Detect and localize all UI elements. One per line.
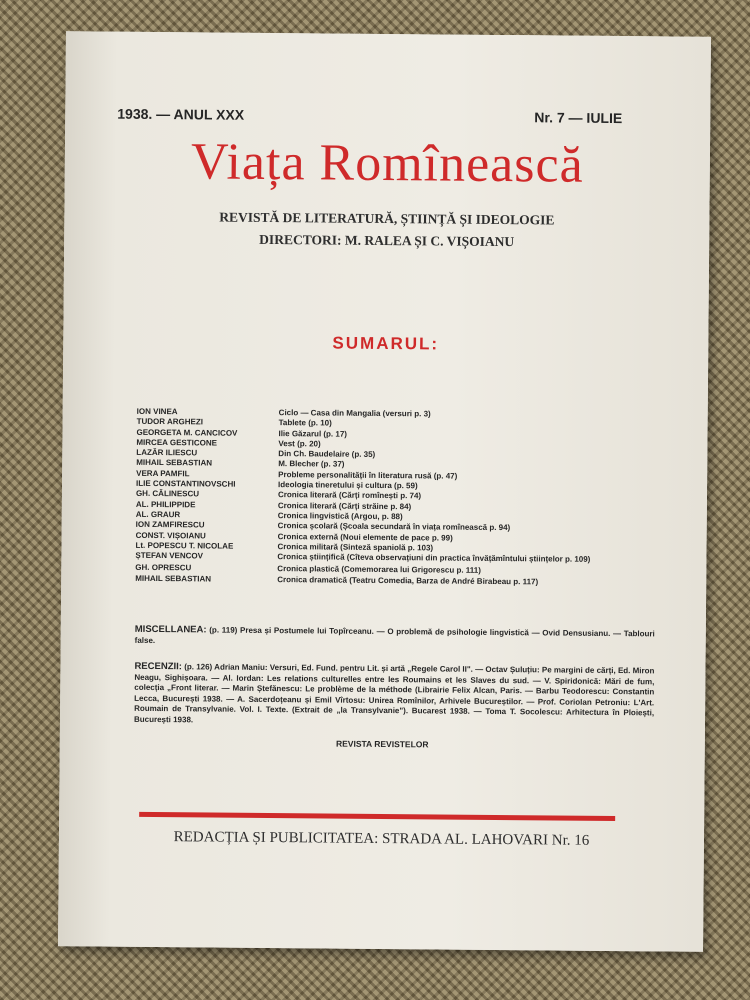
toc-author: Lt. POPESCU T. NICOLAE (135, 540, 234, 551)
toc-work: Ideologia tineretului și cultura (p. 59) (278, 480, 418, 491)
toc-work: Vest (p. 20) (278, 438, 321, 449)
toc-author: ȘTEFAN VENCOV (135, 550, 204, 561)
magazine-directors: DIRECTORI: M. RALEA ȘI C. VIȘOIANU (259, 231, 515, 250)
toc-author: ILIE CONSTANTINOVSCHI (136, 478, 236, 489)
recenzii-label: RECENZII: (134, 660, 183, 673)
toc-work: Din Ch. Baudelaire (p. 35) (278, 449, 376, 460)
toc-author: MIHAIL SEBASTIAN (135, 573, 212, 584)
toc-work: Cronica dramatică (Teatru Comedia, Barza de André Birabeau p. 117) (277, 574, 539, 587)
toc-author: ION VINEA (136, 406, 178, 417)
toc-work: Cronica lingvistică (Argou, p. 88) (277, 511, 403, 522)
toc-author: GH. OPRESCU (135, 563, 192, 573)
red-divider (139, 812, 615, 821)
toc-author: GH. CĂLINESCU (135, 489, 200, 499)
toc-work: Cronica literară (Cărți străine p. 84) (277, 500, 412, 511)
toc-author: AL. PHILIPPIDE (135, 499, 196, 510)
toc-work: Tablete (p. 10) (278, 418, 332, 428)
miscellanea-section (135, 625, 655, 651)
magazine-subtitle: REVISTĂ DE LITERATURĂ, ȘTIINȚĂ ȘI IDEOLOGIE (219, 209, 555, 228)
toc-work: Cronica științifică (Cîteva observațiuni din practica învățămîntului științelor p. 109) (277, 552, 591, 564)
footer-address: REDACȚIA ȘI PUBLICITATEA: STRADA AL. LAHOVARI Nr. 16 (173, 829, 590, 849)
toc-work: Ilie Găzarul (p. 17) (278, 428, 348, 439)
recenzii-section (134, 662, 655, 730)
toc-work: Cronica școlară (Școala secundară în viața romînească p. 94) (277, 521, 511, 533)
revista-revistelor: REVISTA REVISTELOR (335, 738, 429, 750)
magazine-title: Viața Romînească (190, 133, 584, 194)
toc-author: VERA PAMFIL (136, 468, 190, 479)
summary-heading: SUMARUL: (332, 333, 440, 354)
toc-work: Cronica plastică (Comemorarea lui Grigorescu p. 111) (277, 564, 481, 576)
toc-work: Cronica externă (Noui elemente de pace p. 99) (277, 531, 453, 543)
toc-work: Probleme personalității în literatura rusă (p. 47) (278, 469, 458, 481)
issue-year: 1938. — ANUL XXX (117, 105, 245, 123)
toc-work: Cronica militară (Sinteză spaniolă p. 103) (277, 541, 434, 553)
miscellanea-text: (p. 119) Presa și Postumele lui Topîrceanu. — O problemă de psihologie lingvistică — Ovid Densusianu. — Tablouri false. (134, 625, 655, 645)
miscellanea-label: MISCELLANEA: (134, 623, 207, 636)
toc-author: CONST. VIȘOIANU (135, 530, 206, 541)
toc-author: ION ZAMFIRESCU (135, 520, 205, 530)
toc-author: MIHAIL SEBASTIAN (136, 458, 213, 468)
toc-author: TUDOR ARGHEZI (136, 417, 204, 427)
toc-work: M. Blecher (p. 37) (278, 459, 345, 470)
toc-author: GEORGETA M. CANCICOV (136, 427, 238, 438)
recenzii-text: (p. 126) Adrian Maniu: Versuri, Ed. Fund. pentru Lit. și artă „Regele Carol II". — Octav Șuluțiu: Pe margini de cărți, Ed. Miron Neagu, Sighișoara. — Al. Iordan: Les relations culturelles entre les Roumains et les Slaves du sud. — V. Spiridonică: Mări de fum, colecția „Front literar. — Marin Ștefănescu: Le problème de la méthode (Librairie Felix Alcan, Paris. — Barbu Teodorescu: Constantin Lecca, București 1938. — A. Sacerdoțeanu și Emil Vîrtosu: Unirea Romînilor, Arhivele Bucureștilor. — Prof. Coriolan Petroniu: L'Art. Roumain de Transylvanie. Vol. I. Texte. (Extrait de „la Transylvanie"). Bucarest 1938. — Toma T. Socolescu: Arhitectura în Ploiești, București 1938. (133, 662, 655, 724)
toc-author: AL. GRAUR (135, 509, 181, 520)
toc-author: MIRCEA GESTICONE (136, 437, 218, 448)
issue-number: Nr. 7 — IULIE (534, 109, 623, 127)
toc-work: Cronica literară (Cărți romînești p. 74) (277, 490, 422, 501)
toc-work: Ciclo — Casa din Mangalia (versuri p. 3) (278, 408, 431, 419)
table-of-contents (135, 407, 657, 589)
toc-author: LAZĂR ILIESCU (136, 448, 198, 458)
magazine-cover (58, 31, 711, 952)
